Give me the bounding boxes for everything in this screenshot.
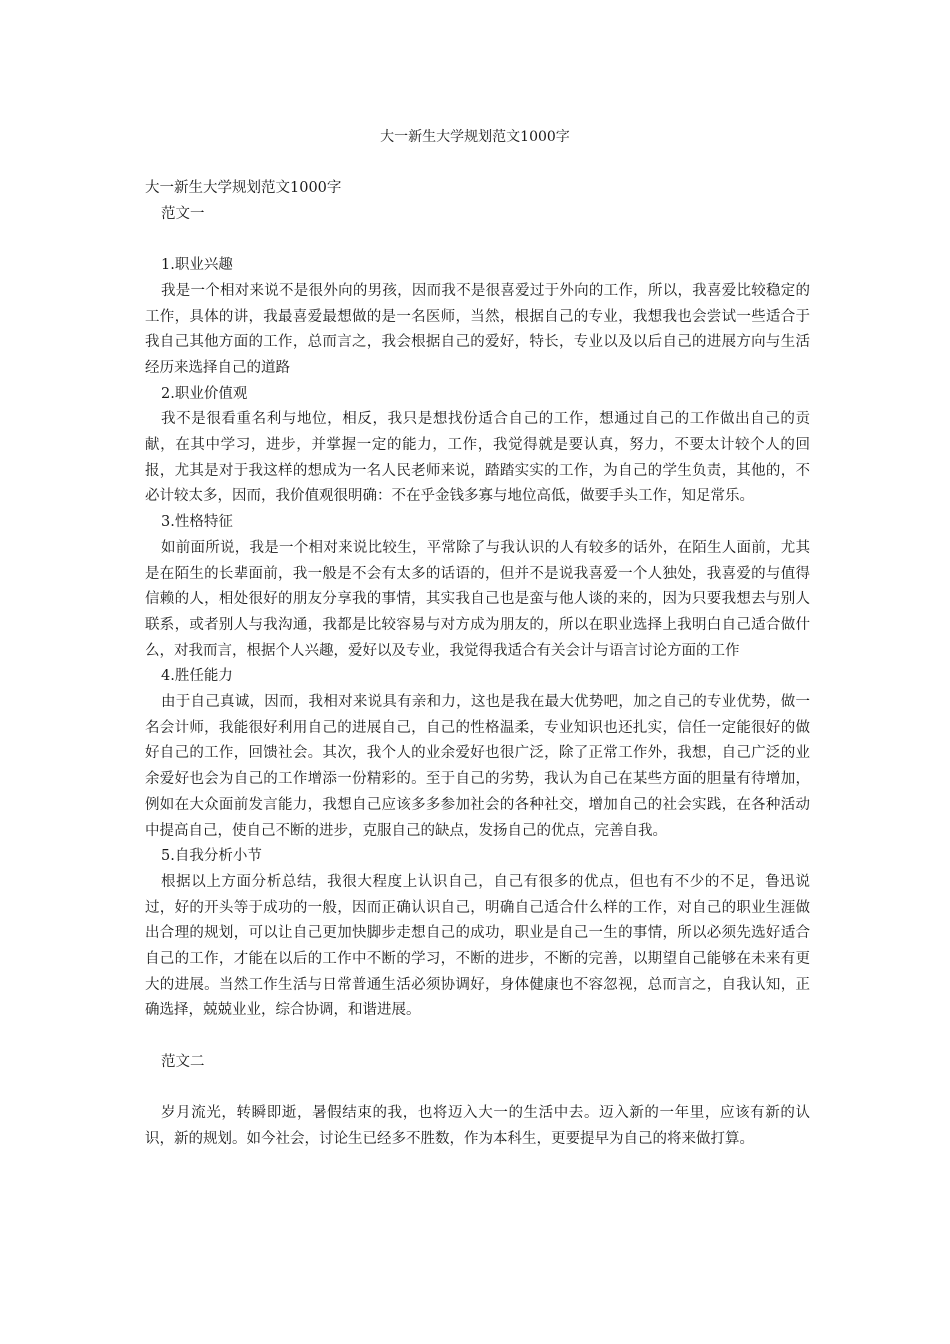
document-subtitle: 大一新生大学规划范文1000字 — [145, 180, 342, 196]
blank-line — [145, 227, 810, 253]
essay2-body: 岁月流光，转瞬即逝，暑假结束的我，也将迈入大一的生活中去。迈入新的一年里，应该有新的认识，新的规划。如今社会，讨论生已经多不胜数，作为本科生，更要提早为自己的将来做打算。 — [145, 1105, 810, 1147]
section-body-summary: 根据以上方面分析总结，我很大程度上认识自己，自己有很多的优点，但也有不少的不足，鲁迅说过，好的开头等于成功的一般，因而正确认识自己，明确自己适合什么样的工作，对自己的职业生涯做出合理的规划，可以让自己更加快脚步走想自己的成功，职业是自己一生的事情，所以必须先选好适合自己的工作，才能在以后的工作中不断的学习，不断的进步，不断的完善，以期望自己能够在未来有更大的进展。当然工作生活与日常普通生活必须协调好，身体健康也不容忽视，总而言之，自我认知，正确选择，兢兢业业，综合协调，和谐进展。 — [145, 873, 810, 1019]
section-heading-values: 2.职业价值观 — [161, 385, 248, 402]
section-heading-competence: 4.胜任能力 — [161, 668, 233, 685]
blank-line — [145, 1076, 810, 1102]
section-body-values: 我不是很看重名利与地位，相反，我只是想找份适合自己的工作，想通过自己的工作做出自己的贡献，在其中学习，进步，并掌握一定的能力，工作，我觉得就是要认真，努力，不要太计较个人的回报，尤其是对于我这样的想成为一名人民老师来说，踏踏实实的工作，为自己的学生负责，其他的，不必计较太多，因而，我价值观很明确：不在乎金钱多寡与地位高低，做要手头工作，知足常乐。 — [145, 411, 810, 505]
section-body-competence: 由于自己真诚，因而，我相对来说具有亲和力，这也是我在最大优势吧，加之自己的专业优势，做一名会计师，我能很好利用自己的进展自己，自己的性格温柔，专业知识也还扎实，信任一定能很好的做好自己的工作，回馈社会。其次，我个人的业余爱好也很广泛，除了正常工作外，我想，自己广泛的业余爱好也会为自己的工作增添一份精彩的。至于自己的劣势，我认为自己在某些方面的胆量有待增加，例如在大众面前发言能力，我想自己应该多多参加社会的各种社交，增加自己的社会实践，在各种活动中提高自己，使自己不断的进步，克服自己的缺点，发扬自己的优点，完善自我。 — [145, 694, 810, 839]
essay2-label: 范文二 — [161, 1053, 205, 1070]
section-heading-summary: 5.自我分析小节 — [161, 848, 262, 865]
section-heading-interest: 1.职业兴趣 — [161, 257, 233, 274]
section-heading-personality: 3.性格特征 — [161, 514, 233, 531]
essay1-label: 范文一 — [161, 205, 205, 222]
blank-line — [145, 1024, 810, 1050]
section-body-personality: 如前面所说，我是一个相对来说比较生，平常除了与我认识的人有较多的话外，在陌生人面前，尤其是在陌生的长辈面前，我一般是不会有太多的话语的，但并不是说我喜爱一个人独处，我喜爱的与值得信赖的人，相处很好的朋友分享我的事情，其实我自己也是蛮与他人谈的来的，因为只要我想去与别人联系，或者别人与我沟通，我都是比较容易与对方成为朋友的，所以在职业选择上我明白自己适合做什么，对我而言，根据个人兴趣，爱好以及专业，我觉得我适合有关会计与语言讨论方面的工作 — [145, 539, 810, 659]
section-body-interest: 我是一个相对来说不是很外向的男孩，因而我不是很喜爱过于外向的工作，所以，我喜爱比较稳定的工作，具体的讲，我最喜爱最想做的是一名医师，当然，根据自己的专业，我想我也会尝试一些适合于我自己其他方面的工作，总而言之，我会根据自己的爱好，特长，专业以及以后自己的进展方向与生活经历来选择自己的道路 — [145, 282, 810, 376]
document-title: 大一新生大学规划范文1000字 — [380, 129, 570, 145]
document-body — [145, 176, 810, 1153]
